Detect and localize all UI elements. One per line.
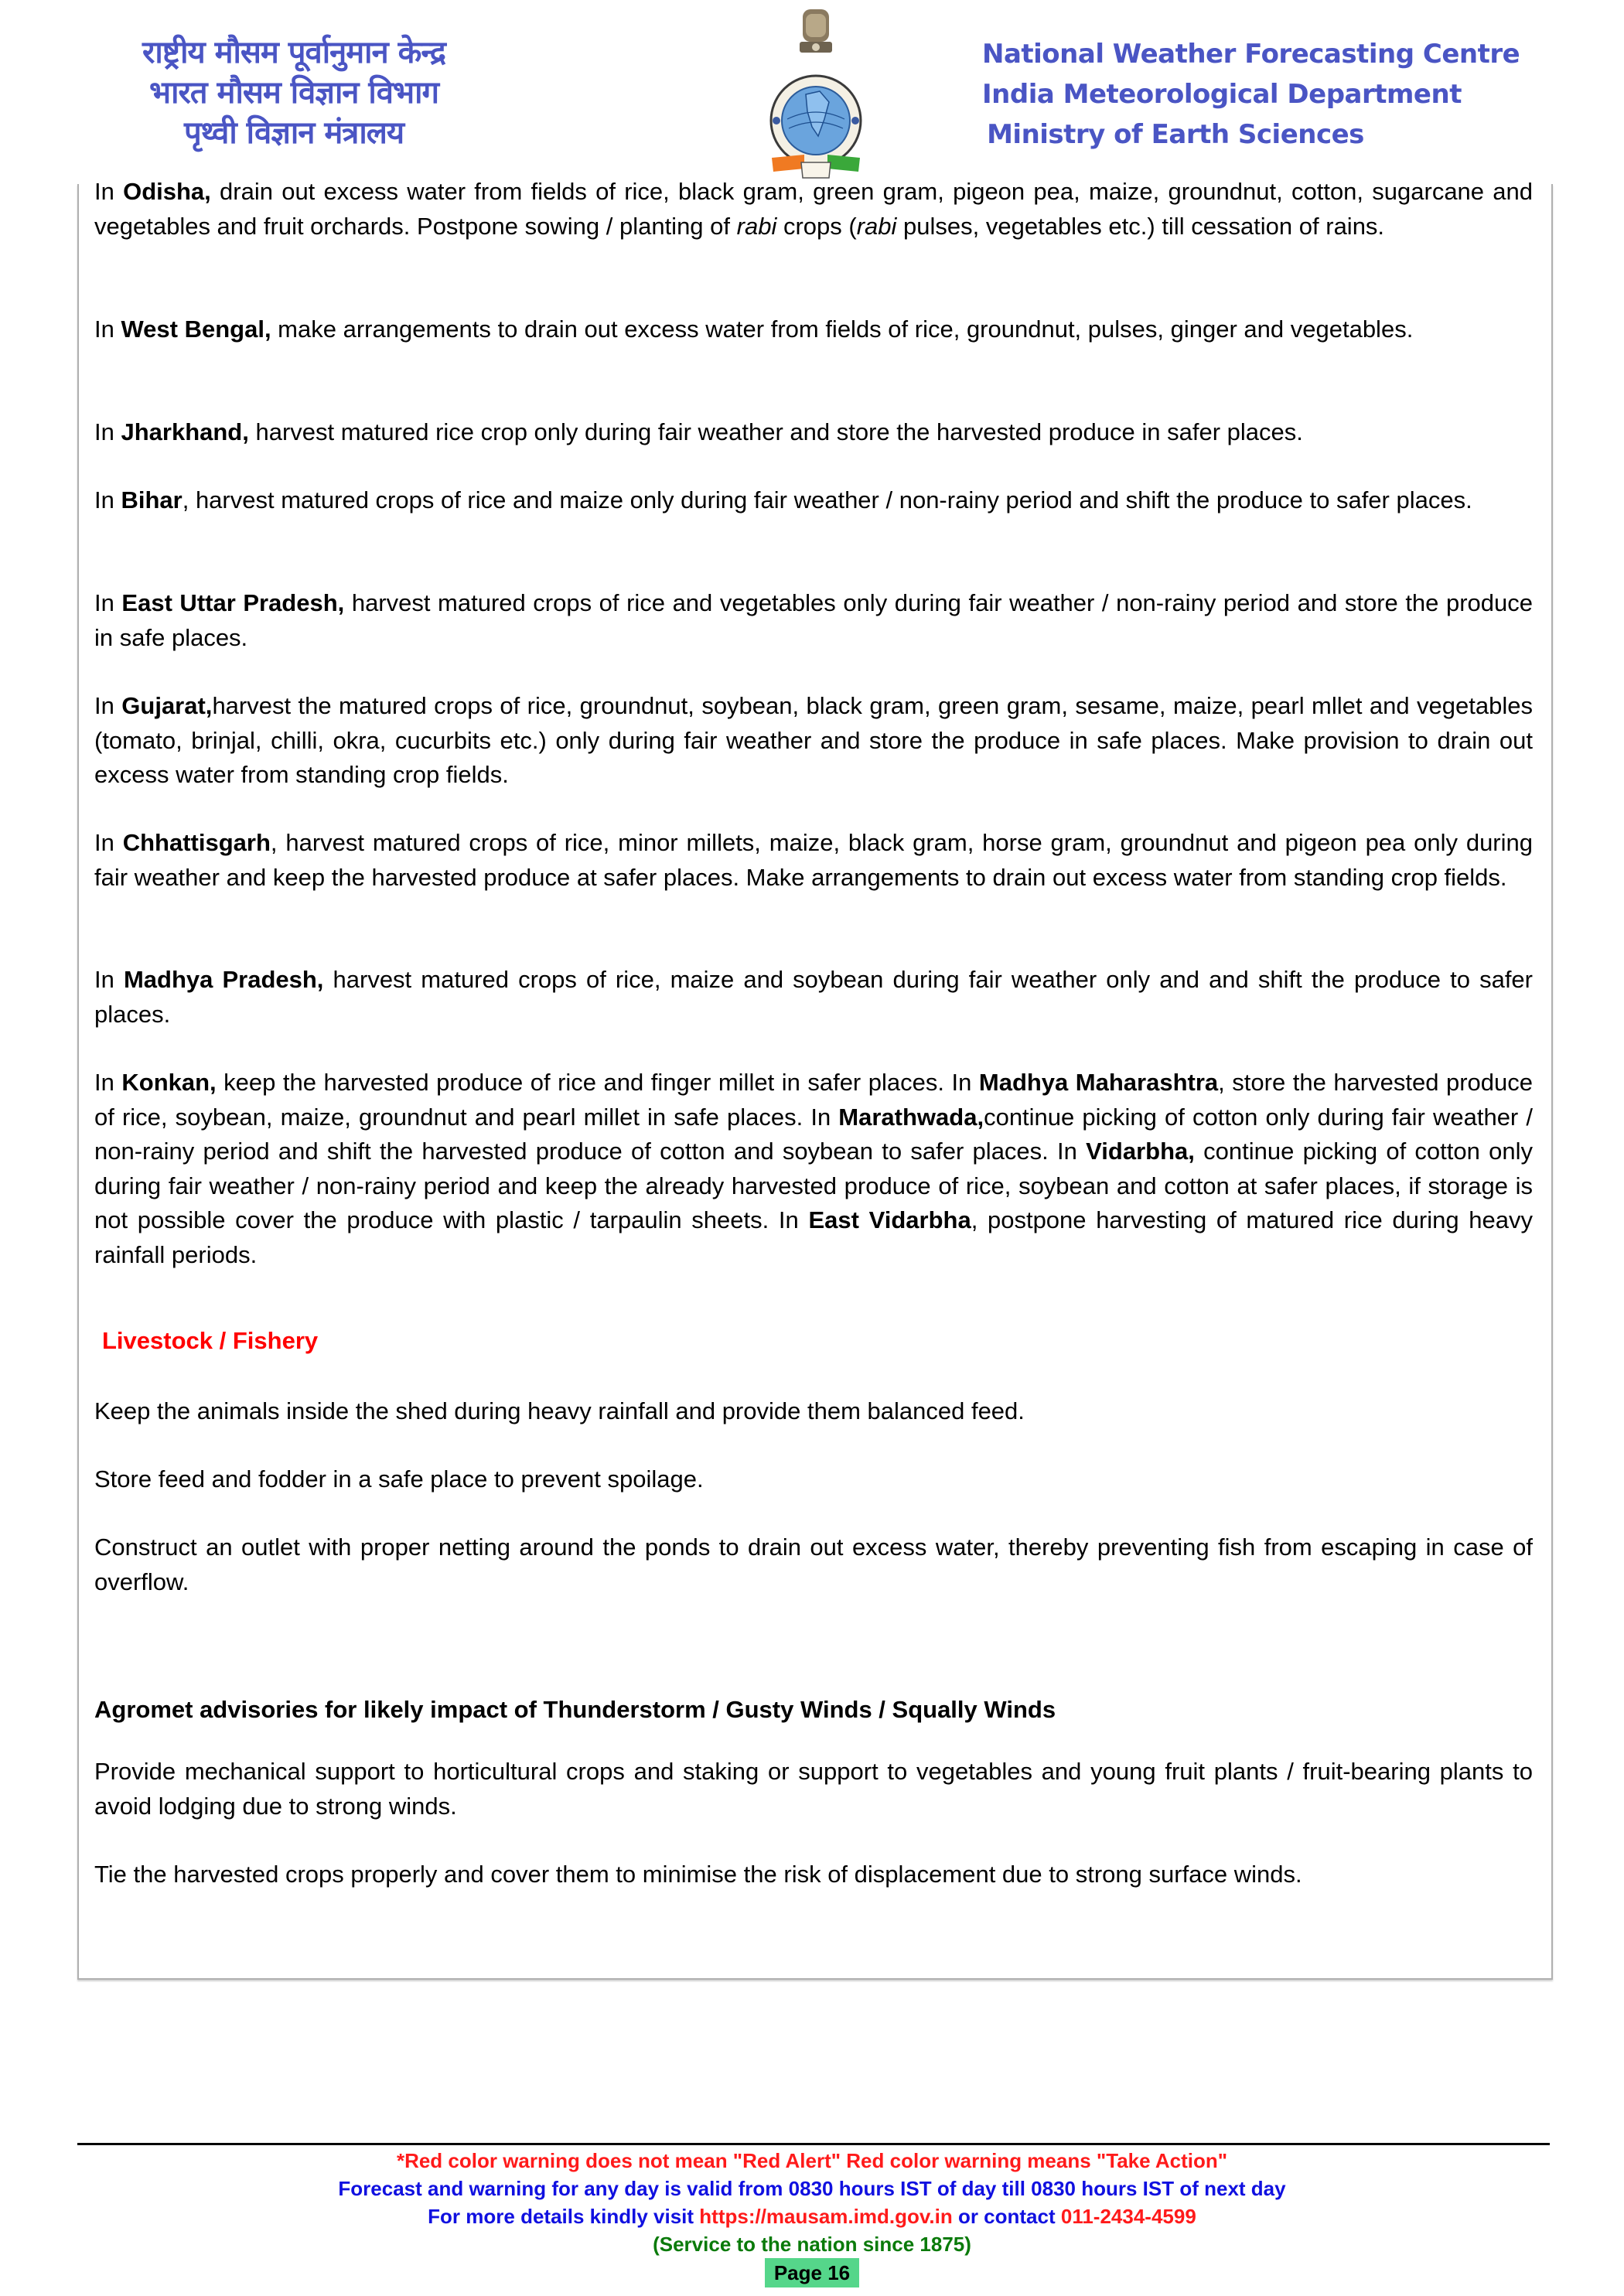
hindi-title-block xyxy=(77,32,510,153)
english-title-line: India Meteorological Department xyxy=(982,79,1462,110)
ashoka-lions-icon xyxy=(800,9,832,53)
region-name: Gujarat, xyxy=(121,692,213,719)
hindi-title-line: भारत मौसम विज्ञान विभाग xyxy=(148,75,439,111)
italic-term: rabi xyxy=(856,212,897,240)
website-link[interactable]: https://mausam.imd.gov.in xyxy=(699,2205,953,2228)
page-number-container xyxy=(0,2258,1624,2287)
livestock-item: Construct an outlet with proper netting around the ponds to drain out excess water, thereby preventing fish from escaping in case of overflow. xyxy=(94,1534,1533,1595)
region-name: Jharkhand, xyxy=(121,418,249,445)
advisory-paragraph-maharashtra xyxy=(94,1066,1533,1272)
region-name: Marathwada, xyxy=(838,1103,984,1131)
advisory-paragraph-west-bengal xyxy=(94,312,1533,347)
hindi-title-line: राष्ट्रीय मौसम पूर्वानुमान केन्द्र xyxy=(142,35,445,70)
contact-mid: or contact xyxy=(952,2205,1061,2228)
thunderstorm-advisory-heading: Agromet advisories for likely impact of Thunderstorm / Gusty Winds / Squally Winds xyxy=(94,1696,1056,1723)
advisory-paragraph-chhattisgarh xyxy=(94,826,1533,895)
advisory-paragraph-east-uttar-pradesh xyxy=(94,586,1533,655)
para-text: keep the harvested produce of rice and finger millet in safer places. In xyxy=(216,1069,979,1096)
advisory-paragraph-gujarat xyxy=(94,689,1533,793)
region-name: Vidarbha, xyxy=(1086,1138,1195,1165)
region-name: Bihar xyxy=(121,486,183,513)
para-prefix: In xyxy=(94,829,123,856)
para-text: continue picking of cotton only during fair weather / non-rainy period and shift the harvested produce of cotton and soybean to safer places. In xyxy=(94,1103,1533,1165)
contact-line xyxy=(0,2202,1624,2230)
hindi-title-line: पृथ्वी विज्ञान मंत्रालय xyxy=(183,115,404,151)
service-tagline: (Service to the nation since 1875) xyxy=(653,2233,971,2256)
para-prefix: In xyxy=(94,692,122,719)
advisory-paragraph-odisha xyxy=(94,175,1533,244)
region-name: Chhattisgarh xyxy=(122,829,271,856)
para-text: harvest the matured crops of rice, groundnut, soybean, black gram, green gram, sesame, maize, pearl mllet and vegetables (tomato, brinjal, chilli, okra, cucurbits etc.) only during fair weather and store the produce in safe places. Make provision to drain out excess water from standing crop fields. xyxy=(94,692,1533,788)
document-footer xyxy=(0,2147,1624,2287)
validity-note: Forecast and warning for any day is valid from 0830 hours IST of day till 0830 hours IST of next day xyxy=(338,2177,1286,2200)
region-name: East Uttar Pradesh, xyxy=(121,589,345,616)
english-title-line: National Weather Forecasting Centre xyxy=(982,39,1520,70)
livestock-fishery-heading: Livestock / Fishery xyxy=(102,1327,319,1354)
para-text: pulses, vegetables etc.) till cessation of rains. xyxy=(896,212,1385,240)
para-text: harvest matured crops of rice and vegetables only during fair weather / non-rainy period and store the produce in safe places. xyxy=(94,589,1533,651)
para-text: , harvest matured crops of rice, minor millets, maize, black gram, horse gram, groundnut and pigeon pea only during fair weather and keep the harvested produce at safer places. Make arrangements to drain out excess water from standing crop fields. xyxy=(94,829,1533,891)
advisory-content-box xyxy=(77,178,1553,1980)
region-name: Madhya Maharashtra xyxy=(978,1069,1219,1096)
thunderstorm-item: Tie the harvested crops properly and cover them to minimise the risk of displacement due to strong surface winds. xyxy=(94,1861,1302,1888)
page-number-badge: Page 16 xyxy=(765,2258,859,2287)
para-text: harvest matured crops of rice, maize and soybean during fair weather only and and shift the produce to safer places. xyxy=(94,966,1533,1028)
para-text: , store the harvested produce of rice, soybean, maize, groundnut and pearl millet in safe places. In xyxy=(94,1069,1533,1131)
thunderstorm-item: Provide mechanical support to horticultural crops and staking or support to vegetables and young fruit plants / fruit-bearing plants to avoid lodging due to strong winds. xyxy=(94,1758,1533,1820)
english-title-line: Ministry of Earth Sciences xyxy=(987,119,1364,150)
para-text: , harvest matured crops of rice and maize only during fair weather / non-rainy period and shift the produce to safer places. xyxy=(182,486,1472,513)
region-name: East Vidarbha xyxy=(808,1206,971,1233)
para-text: harvest matured rice crop only during fair weather and store the harvested produce in safer places. xyxy=(248,418,1303,445)
region-name: Madhya Pradesh, xyxy=(123,966,324,993)
para-text: continue picking of cotton only during fair weather / non-rainy period and keep the already harvested produce of rice, soybean and cotton at safer places, if storage is not possible cover the produce with plastic / tarpaulin sheets. In xyxy=(94,1138,1534,1233)
para-prefix: In xyxy=(94,418,121,445)
para-prefix: In xyxy=(94,589,122,616)
advisory-paragraph-madhya-pradesh xyxy=(94,963,1533,1032)
red-warning-note: *Red color warning does not mean "Red Alert" Red color warning means "Take Action" xyxy=(396,2149,1228,2172)
para-text: , postpone harvesting of matured rice during heavy rainfall periods. xyxy=(94,1206,1533,1268)
contact-prefix: For more details kindly visit xyxy=(428,2205,700,2228)
para-prefix: In xyxy=(94,316,121,343)
region-name: Konkan, xyxy=(121,1069,217,1096)
para-text: crops ( xyxy=(776,212,857,240)
livestock-item: Keep the animals inside the shed during heavy rainfall and provide them balanced feed. xyxy=(94,1397,1025,1424)
english-title-block xyxy=(982,34,1520,155)
phone-number: 011-2434-4599 xyxy=(1060,2205,1196,2228)
para-text: make arrangements to drain out excess water from fields of rice, groundnut, pulses, ginger and vegetables. xyxy=(271,316,1414,343)
document-header xyxy=(0,0,1624,186)
imd-emblem-icon xyxy=(766,3,866,183)
advisory-paragraph-bihar xyxy=(94,483,1533,518)
italic-term: rabi xyxy=(736,212,777,240)
region-name: West Bengal, xyxy=(121,316,271,343)
para-prefix: In xyxy=(94,1069,122,1096)
para-prefix: In xyxy=(94,178,124,205)
para-text: drain out excess water from fields of rice, black gram, green gram, pigeon pea, maize, groundnut, cotton, sugarcane and vegetables and fruit orchards. Postpone sowing / planting of xyxy=(94,178,1533,240)
livestock-item: Store feed and fodder in a safe place to prevent spoilage. xyxy=(94,1465,704,1493)
para-prefix: In xyxy=(94,486,121,513)
footer-divider xyxy=(77,2143,1550,2145)
region-name: Odisha, xyxy=(123,178,211,205)
advisory-paragraph-jharkhand xyxy=(94,415,1533,450)
para-prefix: In xyxy=(94,966,124,993)
